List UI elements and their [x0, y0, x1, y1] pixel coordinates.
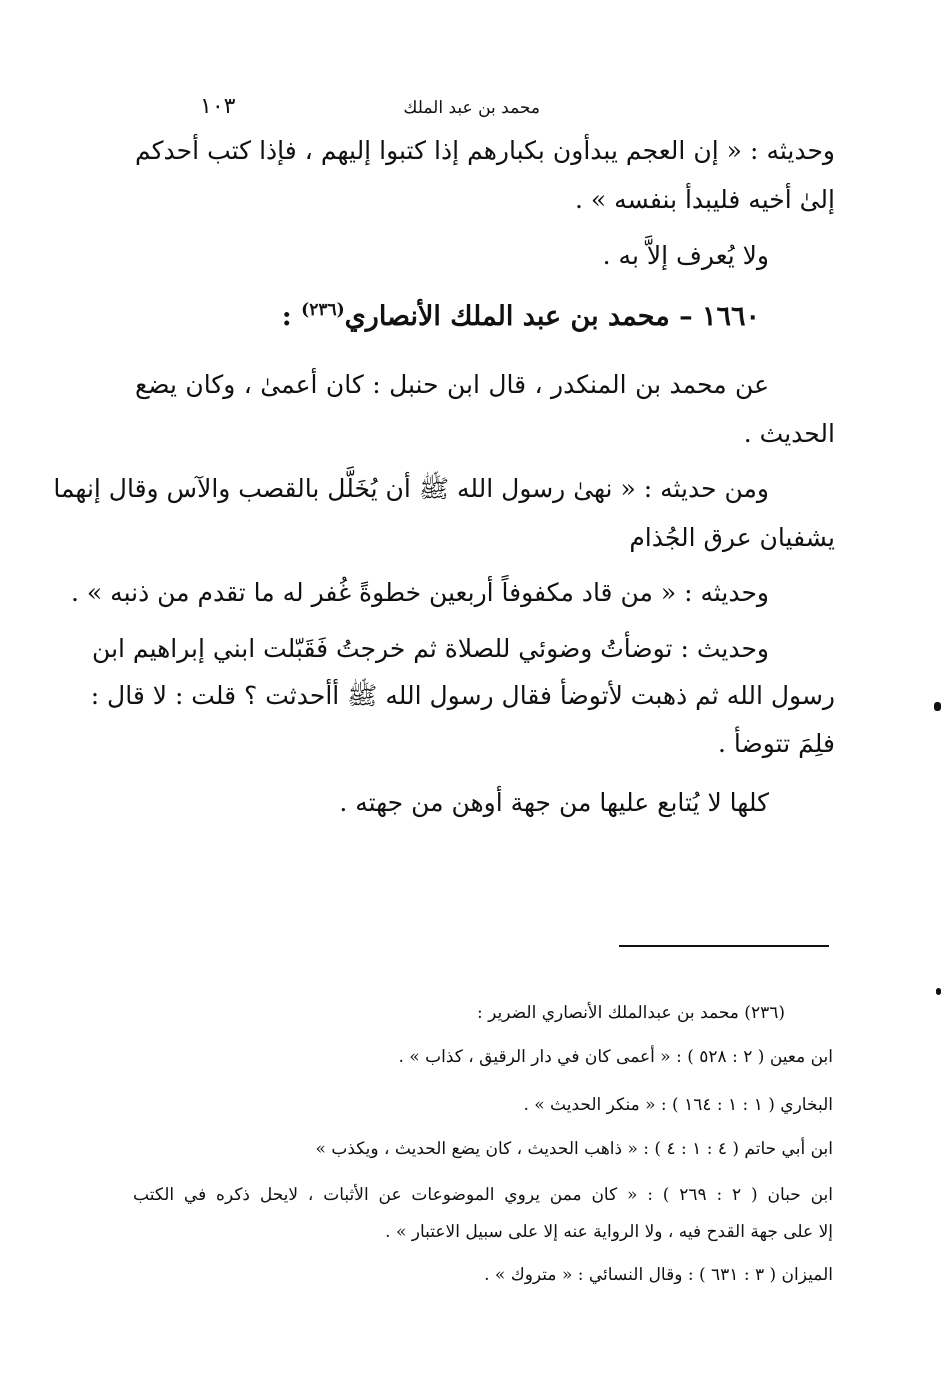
entry-heading [282, 300, 760, 332]
footnote-line-4: ابن أبي حاتم ( ٤ : ١ : ٤ ) : « ذاهب الحديث ، كان يضع الحديث ، ويكذب » [315, 1139, 833, 1159]
text-line-4: عن محمد بن المنكدر ، قال ابن حنبل : كان أعمىٰ ، وكان يضع [135, 370, 769, 399]
text-line-1: وحديثه : « إن العجم يبدأون بكبارهم إذا كتبوا إليهم ، فإذا كتب أحدكم [135, 136, 835, 165]
text-line-8: وحديثه : « من قاد مكفوفاً أربعين خطوةً غُفر له ما تقدم من ذنبه » . [71, 578, 769, 607]
footnote-line-3: البخاري ( ١ : ١ : ١٦٤ ) : « منكر الحديث » . [523, 1095, 833, 1115]
footnote-line-7: الميزان ( ٣ : ٦٣١ ) : وقال النسائي : « متروك » . [484, 1265, 833, 1285]
text-line-2: إلىٰ أخيه فليبدأ بنفسه » . [575, 185, 835, 214]
text-line-10: رسول الله ثم ذهبت لأتوضأ فقال رسول الله ﷺ أأحدثت ؟ قلت : لا قال : [90, 681, 835, 710]
footnote-separator [619, 945, 829, 947]
footnote-line-6: إلا على جهة القدح فيه ، ولا الرواية عنه إلا على سبيل الاعتبار » . [385, 1222, 833, 1242]
text-line-3: ولا يُعرف إلاَّ به . [602, 241, 769, 270]
footnote-line-1: (٢٣٦) محمد بن عبدالملك الأنصاري الضرير : [477, 1003, 785, 1023]
text-line-12: كلها لا يُتابع عليها من جهة أوهن من جهته . [339, 788, 769, 817]
scan-speck [934, 702, 941, 711]
text-line-5: الحديث . [743, 419, 835, 448]
scan-speck [936, 988, 941, 995]
text-line-9: وحديث : توضأتُ وضوئي للصلاة ثم خرجتُ فَقَبّلت ابني إبراهيم ابن [92, 634, 769, 663]
text-line-11: فلِمَ تتوضأ . [718, 729, 835, 758]
page-number: ١٠٣ [200, 94, 236, 119]
text-line-6: ومن حديثه : « نهىٰ رسول الله ﷺ أن يُخَلَّل بالقصب والآس وقال إنهما [53, 474, 769, 503]
running-title: محمد بن عبد الملك [403, 98, 540, 118]
entry-heading-text: ١٦٦٠ – محمد بن عبد الملك الأنصاري [344, 301, 760, 332]
footnote-reference: (٢٣٦) [301, 300, 345, 320]
footnote-line-5: ابن حبان ( ٢ : ٢٦٩ ) : « كان ممن يروي الموضوعات عن الأثبات ، لايحل ذكره في الكتب [133, 1185, 833, 1205]
entry-heading-colon: : [281, 301, 302, 332]
footnote-line-2: ابن معين ( ٢ : ٥٢٨ ) : « أعمى كان في دار الرقيق ، كذاب » . [398, 1047, 833, 1067]
text-line-7: يشفيان عرق الجُذام [629, 523, 835, 552]
